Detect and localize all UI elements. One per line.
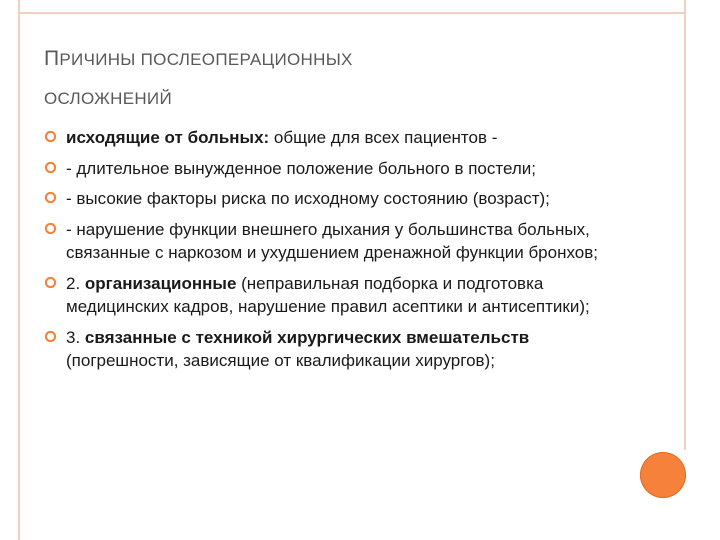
slide-border-frame [18,0,686,14]
circle-ring-icon [44,191,57,204]
bullet-bold-text: организационные [84,273,237,293]
circle-ring-icon [44,161,57,174]
bullet-item [44,272,634,319]
bullet-list [44,126,634,380]
bullet-item [44,218,634,265]
title-line-2: ОСЛОЖНЕНИЙ [44,89,172,108]
bullet-item [44,326,634,373]
bullet-text: - высокие факторы риска по исходному состоянию (возраст); [66,189,550,208]
bullet-bold-text: исходящие от больных: [66,128,270,147]
title-first-letter: П [44,47,60,70]
decorative-orange-circle [640,452,686,498]
circle-ring-icon [44,222,57,235]
bullet-item [44,187,634,211]
circle-ring-icon [44,276,57,289]
bullet-bold-text: связанные с техникой хирургических вмешательств [84,327,530,347]
bullet-text: общие для всех пациентов - [269,128,498,147]
bullet-prefix: 2. [66,273,85,293]
bullet-text: - нарушение функции внешнего дыхания у большинства больных, связанные с наркозом и ухудшением дренажной функции бронхов; [66,219,598,262]
slide-border-left [18,12,20,540]
bullet-text: (неправильная подборка и подготовка медицинских кадров, нарушение правил асептики и антисептики); [66,273,590,316]
bullet-item [44,126,634,150]
circle-ring-icon [44,130,57,143]
bullet-prefix: 3. [66,327,85,347]
title-line-1 [44,40,644,80]
bullet-item [44,157,634,181]
bullet-text: (погрешности, зависящие от квалификации хирургов); [66,351,495,370]
circle-ring-icon [44,330,57,343]
title-line-1-rest: РИЧИНЫ ПОСЛЕОПЕРАЦИОННЫХ [59,50,353,69]
slide-border-right [684,0,686,450]
bullet-text: - длительное вынужденное положение больного в постели; [66,158,537,178]
slide-title [44,40,644,118]
